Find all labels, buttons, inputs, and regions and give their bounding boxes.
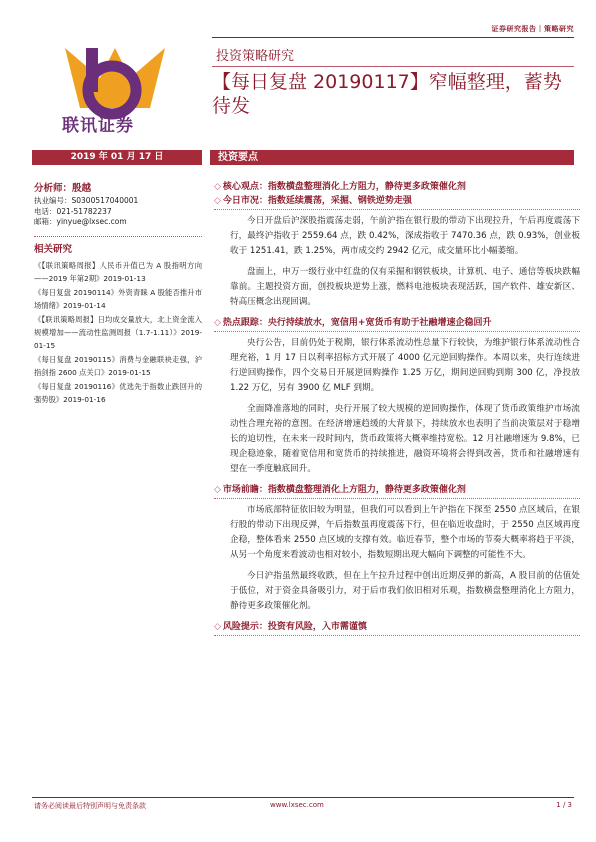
- paragraph: 市场底部特征依旧较为明显，但我们可以看到上午沪指在下探至 2550 点区域后，在银行股的带动下出现反弹，午后指数虽再度震荡下行，但在临近收盘时，于 2550 点区域再度企稳，整体看来 2550 点区域的支撑有效。临近春节，整个市场的节奏大概率将趋于平淡，从另一个角度来看波动也相对较小，指数短期出现大幅向下调整的可能性不大。: [230, 505, 580, 560]
- bullet-text: 热点跟踪：央行持续放水，宽信用+宽货币有助于社融增速企稳回升: [222, 318, 492, 328]
- related-item[interactable]: 《每日复盘 20190116》优选先于指数止跌回升的强势股》2019-01-16: [34, 381, 202, 404]
- paragraph: 央行公告，目前仍处于税期，银行体系流动性总量下行较快，为维护银行体系流动性合理充裕，1 月 17 日以利率招标方式开展了 4000 亿元逆回购操作。本周以来，央行连续进行逆回购操作，四个交易日开展逆回购操作 1.25 万亿，期间逆回购到期 300 亿，净投放 1.22 万亿，另有 3900 亿 MLF 到期。: [230, 338, 580, 393]
- bullet-core-view: [214, 180, 580, 194]
- bullet-text: 核心观点：指数横盘整理消化上方阻力，静待更多政策催化剂: [222, 182, 466, 192]
- sidebar-divider: [34, 236, 202, 237]
- report-date: 2019 年 01 月 17 日: [32, 150, 202, 165]
- diamond-icon: ◇: [214, 622, 221, 632]
- related-item[interactable]: 《每日复盘 20190115》消费与金融联袂走强，沪指剑指 2600 点关口》2019-01-15: [34, 354, 202, 377]
- bullet-hot-topic: [214, 316, 580, 330]
- diamond-icon: ◇: [214, 182, 221, 192]
- category-divider: [212, 66, 574, 67]
- bullet-text: 风险提示：投资有风险，入市需谨慎: [222, 622, 367, 632]
- report-tag: 证券研究报告｜策略研究: [491, 25, 574, 33]
- diamond-icon: ◇: [214, 485, 221, 495]
- bullet-text: 市场前瞻：指数横盘整理消化上方阻力，静待更多政策催化剂: [222, 485, 466, 495]
- top-divider: [212, 37, 574, 38]
- dotted-divider: [214, 498, 580, 499]
- dotted-divider: [214, 331, 580, 332]
- page-number: 1 / 3: [556, 801, 572, 809]
- logo-purple-stem: [86, 48, 98, 92]
- dotted-divider: [214, 209, 580, 210]
- section-bar: [210, 150, 574, 165]
- logo-orange-shape: [65, 48, 165, 108]
- diamond-icon: ◇: [214, 196, 221, 206]
- footer-website[interactable]: www.lxsec.com: [270, 801, 324, 809]
- paragraph: 盘面上，申万一级行业中红盘的仅有采掘和钢铁板块，计算机、电子、通信等板块跌幅靠前。主题投资方面，创投板块逆势上涨，燃料电池板块表现活跃，国产软件、雄安新区、特高压概念出现回调。: [230, 267, 580, 307]
- logo-text: 联讯证券: [62, 116, 134, 136]
- bullet-outlook: [214, 483, 580, 497]
- related-title: 相关研究: [34, 243, 73, 255]
- related-item[interactable]: 《【联讯策略周报】日均成交量放大，北上资金流入规模增加——流动性监测周报（1.7-1.11）》2019-01-15: [34, 314, 202, 350]
- diamond-icon: ◇: [214, 318, 221, 328]
- bullet-market-today: [214, 194, 580, 208]
- sidebar: [34, 180, 202, 407]
- main-content: [214, 180, 580, 640]
- bullet-risk: [214, 620, 580, 634]
- analyst-email[interactable]: 邮箱：yinyue@lxsec.com: [34, 217, 127, 226]
- report-title: 【每日复盘 20190117】窄幅整理，蓄势待发: [212, 71, 562, 117]
- analyst-name: 分析师：殷越: [34, 183, 92, 194]
- section-title: 投资要点: [218, 152, 258, 163]
- analyst-phone: 电话：021-51782237: [34, 206, 112, 216]
- paragraph: 全面降准落地的同时，央行开展了较大规模的逆回购操作，体现了货币政策维护市场流动性合理充裕的意图。在经济增速趋缓的大背景下，持续放水也表明了当前决策层对于稳增长的迫切性，在未来一段时间内，货币政策将大概率维持宽松。12 月社融增速为 9.8%，已现企稳迹象，随着宽信用和宽货币的持续推进，融资环境将会得到改善，货币和社融增速有望在一季度触底回升。: [230, 404, 580, 474]
- dotted-divider: [214, 635, 580, 636]
- bullet-text: 今日市况：指数延续震荡，采掘、钢铁逆势走强: [222, 196, 412, 206]
- related-item[interactable]: 《每日复盘 20190114》外资青睐 A 股能否推升市场情绪》2019-01-14: [34, 287, 202, 310]
- footer-disclaimer[interactable]: 请务必阅读最后特别声明与免责条款: [34, 802, 146, 810]
- analyst-cert: 执业编号：S0300517040001: [34, 196, 139, 205]
- paragraph: 今日沪指虽然最终收跌，但在上午拉升过程中创出近期反弹的新高，A 股目前的估值处于低位，对于资金具备吸引力，对于后市我们依旧相对乐观，指数横盘整理消化上方阻力，静待更多政策催化剂。: [230, 571, 580, 611]
- paragraph: 今日开盘后沪深股指震荡走弱，午前沪指在银行股的带动下出现拉升，午后再度震荡下行，最终沪指收于 2559.64 点，跌 0.42%，深成指收于 7470.36 点，跌 0.93%，创业板收于 1251.41，跌 1.25%，两市成交约 2942 亿元，成交量环比小幅萎缩。: [230, 216, 580, 256]
- report-category: 投资策略研究: [216, 49, 295, 64]
- related-item[interactable]: 《【联讯策略周报】人民币升值已为 A 股指明方向——2019 年第2期》2019-01-13: [34, 260, 202, 283]
- footer-divider: [32, 797, 574, 798]
